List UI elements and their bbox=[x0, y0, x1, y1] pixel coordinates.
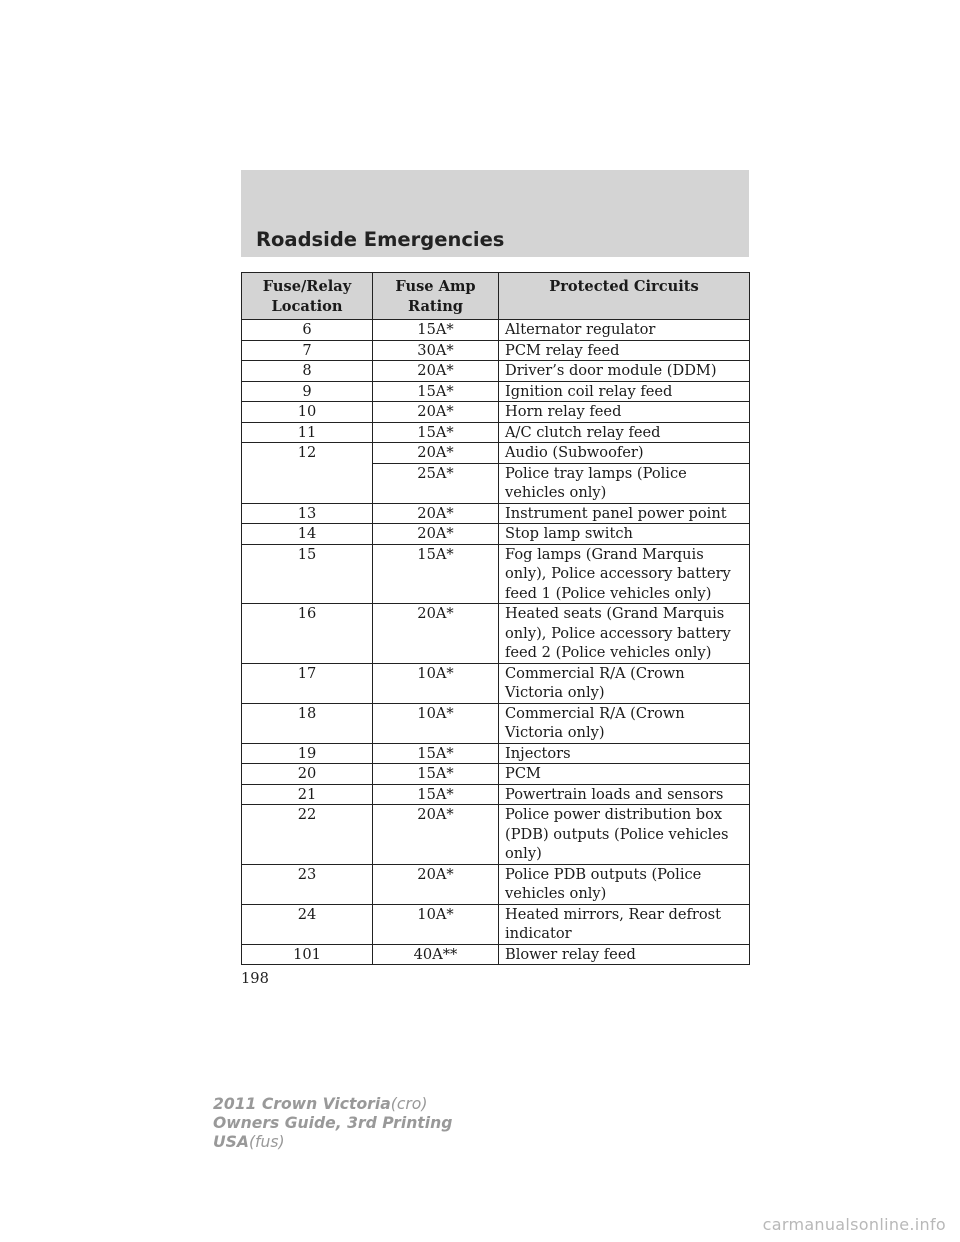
header-location-line1: Fuse/Relay bbox=[262, 278, 352, 295]
table-row bbox=[242, 463, 750, 503]
cell-protected-circuit: Police tray lamps (Police vehicles only) bbox=[499, 463, 750, 503]
cell-amp-rating: 20A* bbox=[373, 503, 499, 524]
fuse-table bbox=[241, 272, 750, 965]
cell-protected-circuit: Commercial R/A (Crown Victoria only) bbox=[499, 663, 750, 703]
cell-amp-rating: 20A* bbox=[373, 604, 499, 664]
footer-market-code: (fus) bbox=[248, 1133, 285, 1151]
cell-location: 7 bbox=[242, 340, 373, 361]
header-location-line2: Location bbox=[271, 297, 343, 315]
cell-amp-rating: 15A* bbox=[373, 544, 499, 604]
cell-amp-rating: 20A* bbox=[373, 443, 499, 464]
table-row bbox=[242, 864, 750, 904]
cell-protected-circuit: PCM bbox=[499, 764, 750, 785]
cell-protected-circuit: Fog lamps (Grand Marquis only), Police accessory battery feed 1 (Police vehicles only) bbox=[499, 544, 750, 604]
cell-location: 20 bbox=[242, 764, 373, 785]
header-circuits: Protected Circuits bbox=[499, 273, 750, 320]
cell-location: 16 bbox=[242, 604, 373, 664]
cell-protected-circuit: PCM relay feed bbox=[499, 340, 750, 361]
cell-amp-rating: 15A* bbox=[373, 784, 499, 805]
table-row bbox=[242, 743, 750, 764]
table-row bbox=[242, 784, 750, 805]
table-row bbox=[242, 381, 750, 402]
cell-location: 17 bbox=[242, 663, 373, 703]
cell-amp-rating: 25A* bbox=[373, 463, 499, 503]
cell-location: 19 bbox=[242, 743, 373, 764]
cell-protected-circuit: Instrument panel power point bbox=[499, 503, 750, 524]
section-title: Roadside Emergencies bbox=[256, 228, 505, 251]
cell-amp-rating: 20A* bbox=[373, 361, 499, 382]
table-row bbox=[242, 503, 750, 524]
cell-location: 18 bbox=[242, 703, 373, 743]
cell-amp-rating: 15A* bbox=[373, 422, 499, 443]
cell-protected-circuit: Ignition coil relay feed bbox=[499, 381, 750, 402]
cell-location: 10 bbox=[242, 402, 373, 423]
cell-protected-circuit: Heated seats (Grand Marquis only), Police accessory battery feed 2 (Police vehicles only) bbox=[499, 604, 750, 664]
footer-line-2: Owners Guide, 3rd Printing bbox=[213, 1114, 453, 1132]
footer-line-3 bbox=[213, 1133, 452, 1152]
table-row bbox=[242, 663, 750, 703]
cell-protected-circuit: Commercial R/A (Crown Victoria only) bbox=[499, 703, 750, 743]
table-row bbox=[242, 443, 750, 464]
cell-amp-rating: 10A* bbox=[373, 663, 499, 703]
table-row bbox=[242, 340, 750, 361]
header-amp-line1: Fuse Amp bbox=[395, 278, 476, 295]
cell-location: 9 bbox=[242, 381, 373, 402]
cell-location: 6 bbox=[242, 320, 373, 341]
cell-protected-circuit: Horn relay feed bbox=[499, 402, 750, 423]
cell-protected-circuit: Police power distribution box (PDB) outputs (Police vehicles only) bbox=[499, 805, 750, 865]
watermark: carmanualsonline.info bbox=[762, 1215, 946, 1234]
cell-amp-rating: 20A* bbox=[373, 524, 499, 545]
header-amp bbox=[373, 273, 499, 320]
cell-amp-rating: 20A* bbox=[373, 805, 499, 865]
footer-line-1 bbox=[213, 1095, 452, 1114]
cell-location: 8 bbox=[242, 361, 373, 382]
cell-protected-circuit: Police PDB outputs (Police vehicles only) bbox=[499, 864, 750, 904]
table-row bbox=[242, 320, 750, 341]
cell-location: 21 bbox=[242, 784, 373, 805]
cell-location: 22 bbox=[242, 805, 373, 865]
cell-amp-rating: 15A* bbox=[373, 743, 499, 764]
cell-amp-rating: 20A* bbox=[373, 402, 499, 423]
cell-location: 11 bbox=[242, 422, 373, 443]
cell-location: 14 bbox=[242, 524, 373, 545]
table-header-row bbox=[242, 273, 750, 320]
cell-location: 15 bbox=[242, 544, 373, 604]
table-row bbox=[242, 544, 750, 604]
cell-protected-circuit: Stop lamp switch bbox=[499, 524, 750, 545]
cell-location: 23 bbox=[242, 864, 373, 904]
cell-protected-circuit: A/C clutch relay feed bbox=[499, 422, 750, 443]
cell-amp-rating: 40A** bbox=[373, 944, 499, 965]
table-row bbox=[242, 361, 750, 382]
cell-protected-circuit: Powertrain loads and sensors bbox=[499, 784, 750, 805]
table-row bbox=[242, 402, 750, 423]
cell-protected-circuit: Alternator regulator bbox=[499, 320, 750, 341]
cell-protected-circuit: Audio (Subwoofer) bbox=[499, 443, 750, 464]
cell-amp-rating: 30A* bbox=[373, 340, 499, 361]
cell-protected-circuit: Blower relay feed bbox=[499, 944, 750, 965]
table-row bbox=[242, 764, 750, 785]
cell-location bbox=[242, 463, 373, 503]
cell-location: 24 bbox=[242, 904, 373, 944]
cell-amp-rating: 15A* bbox=[373, 764, 499, 785]
cell-protected-circuit: Heated mirrors, Rear defrost indicator bbox=[499, 904, 750, 944]
table-row bbox=[242, 422, 750, 443]
table-row bbox=[242, 805, 750, 865]
footer bbox=[213, 1095, 452, 1152]
cell-location: 12 bbox=[242, 443, 373, 464]
table-row bbox=[242, 944, 750, 965]
cell-protected-circuit: Injectors bbox=[499, 743, 750, 764]
cell-amp-rating: 15A* bbox=[373, 320, 499, 341]
table-row bbox=[242, 904, 750, 944]
header-amp-line2: Rating bbox=[407, 297, 464, 315]
footer-model-code: (cro) bbox=[390, 1095, 428, 1113]
footer-market: USA bbox=[213, 1133, 249, 1151]
cell-location: 13 bbox=[242, 503, 373, 524]
cell-protected-circuit: Driver’s door module (DDM) bbox=[499, 361, 750, 382]
cell-amp-rating: 10A* bbox=[373, 904, 499, 944]
table-row bbox=[242, 604, 750, 664]
cell-amp-rating: 10A* bbox=[373, 703, 499, 743]
cell-amp-rating: 15A* bbox=[373, 381, 499, 402]
table-row bbox=[242, 703, 750, 743]
footer-model: 2011 Crown Victoria bbox=[213, 1095, 391, 1113]
header-location bbox=[242, 273, 373, 320]
page-number: 198 bbox=[241, 970, 269, 987]
cell-amp-rating: 20A* bbox=[373, 864, 499, 904]
table-row bbox=[242, 524, 750, 545]
cell-location: 101 bbox=[242, 944, 373, 965]
